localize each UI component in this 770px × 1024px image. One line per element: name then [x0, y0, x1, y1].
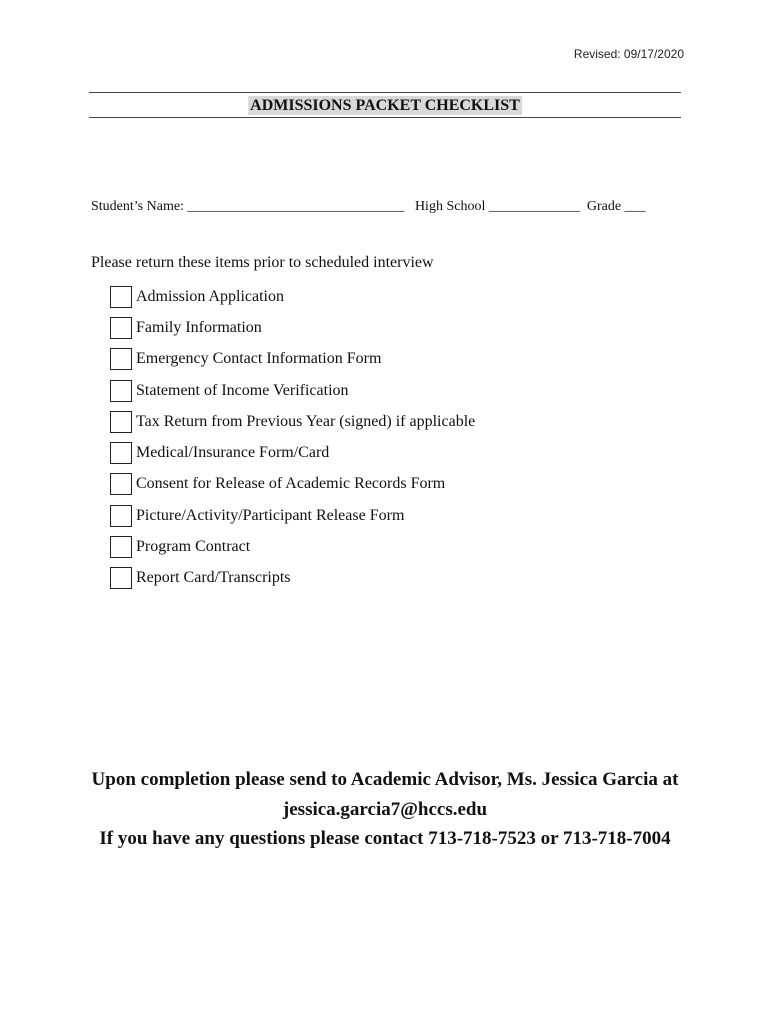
- checklist-item: [110, 312, 475, 343]
- checklist-item-label: Picture/Activity/Participant Release Form: [136, 506, 405, 524]
- checklist-item-label: Consent for Release of Academic Records Form: [136, 475, 446, 493]
- checklist-item-label: Family Information: [136, 318, 262, 336]
- checkbox[interactable]: [110, 536, 132, 558]
- student-info-fields: [91, 199, 691, 215]
- checklist-item: [110, 563, 475, 594]
- checklist-item-label: Tax Return from Previous Year (signed) if applicable: [136, 412, 476, 430]
- checkbox[interactable]: [110, 442, 132, 464]
- advisor-email: jessica.garcia7@hccs.edu: [282, 798, 488, 820]
- checklist-item-label: Program Contract: [136, 538, 251, 556]
- checklist-item: [110, 437, 475, 468]
- checkbox[interactable]: [110, 505, 132, 527]
- grade-field[interactable]: Grade ___: [586, 199, 646, 214]
- footer-instruction: Upon completion please send to Academic Advisor, Ms. Jessica Garcia at: [91, 769, 679, 790]
- checklist-item-label: Emergency Contact Information Form: [136, 350, 382, 368]
- student-name-field[interactable]: Student’s Name: _______________________________: [91, 199, 405, 214]
- checklist-item: [110, 406, 475, 437]
- revised-date: Revised: 09/17/2020: [573, 47, 684, 61]
- page-title: ADMISSIONS PACKET CHECKLIST: [250, 97, 520, 114]
- checkbox[interactable]: [110, 286, 132, 308]
- checklist-item-label: Medical/Insurance Form/Card: [136, 444, 330, 462]
- title-band: [89, 92, 681, 118]
- checklist: [110, 281, 475, 594]
- checklist-item: [110, 375, 475, 406]
- contact-phones: If you have any questions please contact 713-718-7523 or 713-718-7004: [99, 828, 671, 849]
- checkbox[interactable]: [110, 567, 132, 589]
- checklist-item: [110, 344, 475, 375]
- checklist-item: [110, 281, 475, 312]
- contact-footer: [0, 765, 770, 854]
- checkbox[interactable]: [110, 348, 132, 370]
- checkbox[interactable]: [110, 380, 132, 402]
- high-school-field[interactable]: High School _____________: [414, 199, 580, 214]
- checklist-item-label: Admission Application: [136, 287, 284, 305]
- checkbox[interactable]: [110, 411, 132, 433]
- checklist-item: [110, 500, 475, 531]
- checklist-item-label: Report Card/Transcripts: [136, 569, 291, 587]
- checklist-intro: Please return these items prior to scheduled interview: [91, 254, 434, 271]
- checklist-item-label: Statement of Income Verification: [136, 381, 349, 399]
- checkbox[interactable]: [110, 473, 132, 495]
- checkbox[interactable]: [110, 317, 132, 339]
- checklist-item: [110, 469, 475, 500]
- checklist-item: [110, 531, 475, 562]
